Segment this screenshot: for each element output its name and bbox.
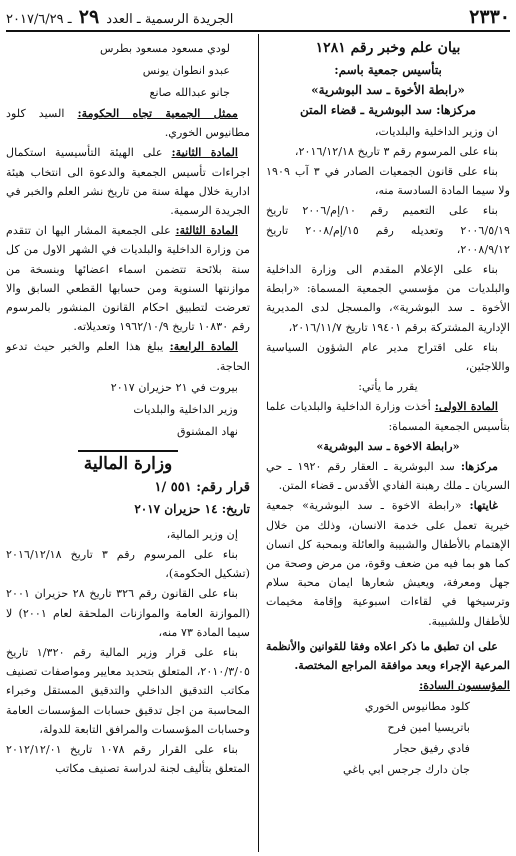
- founder-name: باتريسيا امين فرح: [387, 720, 470, 734]
- founder-name: فادي رفيق حجار: [393, 741, 470, 755]
- preamble-1: بناء على المرسوم رقم ٣ تاريخ ٢٠١٦/١٢/١٨،: [294, 144, 498, 158]
- article-2-label: المادة الثانية:: [171, 145, 238, 160]
- article-4-label: المادة الرابعة:: [169, 339, 238, 354]
- column-divider: [258, 34, 259, 852]
- notice-title: بيان علم وخبر رقم ١٢٨١: [315, 40, 461, 56]
- center-text: سد البوشرية ـ العقار رقم ١٩٢٠ ـ حي السريان ـ ملك رهبنة الفادي الأقدس ـ قضاء المتن.: [266, 460, 510, 493]
- association-center: [266, 457, 510, 495]
- article-4-text: يبلغ هذا العلم والخبر حيث تدعو الحاجة.: [6, 340, 250, 373]
- preamble-3: بناء على التعميم رقم ١٠/إم/٢٠٠٦ تاريخ ٢٠٠٦/٥/١٩ وتعديله رقم ١٥/إم/٢٠٠٨ تاريخ ٢٠٠٨/٩/١٢،: [266, 204, 510, 256]
- title-prefix: الجريدة الرسمية ـ العدد: [106, 12, 234, 27]
- rep-label: ممثل الجمعية تجاه الحكومة:: [77, 106, 238, 120]
- founders-label: المؤسسون السادة:: [419, 678, 510, 693]
- goal-text: «رابطة الاخوة ـ سد البوشرية» جمعية خيرية تعمل على خدمة الانسان، وذلك من خلال الإهتمام بالأطفال والشبيبة والعائلة وبمحبة كل انسان كما هو بما فيه من ضعف وقوة، من مرض وصحة من جهل ومعرفة، ويعيش شعارها ايمان محبة سلام وترسيخها في لقاءات اسبوعية وإقامة مخيمات للأطفال وللشبيبة.: [266, 499, 510, 628]
- condition-paragraph: على ان تطبق ما ذكر اعلاه وفقا للقوانين والأنظمة المرعية الإجراء وبعد موافقة المراجع المختصة.: [266, 638, 510, 673]
- article-2-text: على الهيئة التأسيسية استكمال اجراءات تأسيس الجمعية والدعوة الى انتخاب هيئة ادارية خلال مهلة سنة من تاريخ نشر العلم والخبر في الجريدة الرسمية.: [6, 146, 250, 218]
- founder-name: لودي مسعود مسعود بطرس: [100, 42, 230, 55]
- finance-preamble-2: بناء على القانون رقم ٣٢٦ تاريخ ٢٨ حزيران ٢٠٠١ (الموازنة العامة والموازنات الملحقة لعام ٢٠٠١) لا سيما المادة ٧٣ منه،: [6, 587, 250, 639]
- signature-block: [6, 377, 250, 442]
- article-1-label: المادة الاولى:: [434, 399, 498, 414]
- founder-name: جانو عبدالله صانع: [149, 86, 230, 99]
- page-header: [6, 4, 510, 32]
- article-4: [6, 337, 250, 375]
- founder-name: جان دارك جرجس ابي باغي: [343, 762, 470, 776]
- left-column: [6, 38, 250, 779]
- issue-date: ـ ٢٠١٧/٦/٢٩: [6, 12, 72, 27]
- finance-minister-line: إن وزير المالية،: [166, 527, 238, 541]
- goal-label: غايتها:: [469, 498, 498, 513]
- founders-list-continued: [6, 38, 250, 103]
- association-goal: [266, 496, 510, 630]
- article-1: [266, 397, 510, 435]
- decision-date: تاريخ: ١٤ حزيران ٢٠١٧: [134, 501, 250, 516]
- minister-line: ان وزير الداخلية والبلديات،: [374, 124, 498, 138]
- gazette-title: [6, 6, 233, 28]
- signature-name: نهاد المشنوق: [176, 424, 238, 438]
- association-name: «رابطة الأخوة ـ سد البوشرية»: [311, 83, 465, 98]
- preamble-4: بناء على الإعلام المقدم الى وزارة الداخلية والبلديات من مؤسسي الجمعية المسماة: «رابطة الأخوة ـ سد البوشرية»، والمسجل لدى المديرية الإدارية المشتركة برقم ١٩٤٠١ تاريخ ٢٠١٦/١١/٧،: [266, 263, 510, 334]
- decides-line: يقرر ما يأتي:: [358, 380, 418, 394]
- article-2: [6, 143, 250, 220]
- government-representative: [6, 104, 250, 142]
- notice-subtitle: بتأسيس جمعية باسم:: [334, 63, 442, 77]
- ministry-heading: وزارة المالية: [83, 453, 173, 474]
- issue-number: ٢٩: [78, 6, 100, 28]
- decision-number: قرار رقم: ٥٥١ /١: [154, 479, 250, 495]
- founder-name: عبدو انطوان يونس: [142, 64, 230, 77]
- article-3-text: على الجمعية المشار اليها ان تتقدم من وزارة الداخلية والبلديات في الشهر الاول من كل سنة بلائحة تتضمن اسماء اعضائها وبنسخة من موازنتها السنوية ومن حسابها القطعي السابق والا تعرضت لتطبيق احكام القانون المنشور بالمرسوم رقم ١٠٨٣٠ تاريخ ١٩٦٢/١٠/٩ وتعديلاته.: [6, 224, 250, 334]
- rep-text: السيد كلود مطانيوس الخوري.: [6, 107, 250, 140]
- founders-list: [266, 697, 510, 780]
- preamble-2: بناء على قانون الجمعيات الصادر في ٣ آب ١٩٠٩ ولا سيما المادة السادسة منه،: [266, 165, 510, 198]
- article-1-name: «رابطة الاخوة ـ سد البوشرية»: [316, 438, 460, 453]
- finance-preamble-1: بناء على المرسوم رقم ٣ تاريخ ٢٠١٦/١٢/١٨ (تشكيل الحكومة)،: [6, 548, 250, 581]
- signature-title: وزير الداخلية والبلديات: [133, 402, 238, 416]
- finance-preamble-4: بناء على القرار رقم ١٠٧٨ تاريخ ٢٠١٢/١٢/٠١ المتعلق بتأليف لجنة لدراسة تصنيف مكاتب: [6, 743, 250, 776]
- article-1-text: أخذت وزارة الداخلية والبلديات علما بتأسيس الجمعية المسماة:: [266, 400, 510, 433]
- page-number: ٢٣٣٠: [469, 6, 510, 28]
- article-3-label: المادة الثالثة:: [175, 223, 238, 238]
- association-location: مركزها: سد البوشرية ـ قضاء المتن: [300, 103, 476, 118]
- signature-place-date: بيروت في ٢١ حزيران ٢٠١٧: [110, 380, 238, 394]
- article-3: [6, 221, 250, 336]
- right-column: [266, 38, 510, 781]
- center-label: مركزها:: [460, 459, 498, 474]
- founder-name: كلود مطانيوس الخوري: [364, 699, 470, 713]
- finance-preamble-3: بناء على قرار وزير المالية رقم ١/٣٢٠ تاريخ ٢٠١٠/٣/٠٥، المتعلق بتحديد معايير ومواصفات تصنيف مكاتب التدقيق الداخلي والتدقيق المستقل وخبراء المحاسبة من اجل تدقيق حسابات المؤسسات العامة وحسابات المؤسسات والمرافق التابعة للدولة،: [6, 646, 250, 736]
- preamble-5: بناء على اقتراح مدير عام الشؤون السياسية واللاجئين،: [266, 340, 510, 374]
